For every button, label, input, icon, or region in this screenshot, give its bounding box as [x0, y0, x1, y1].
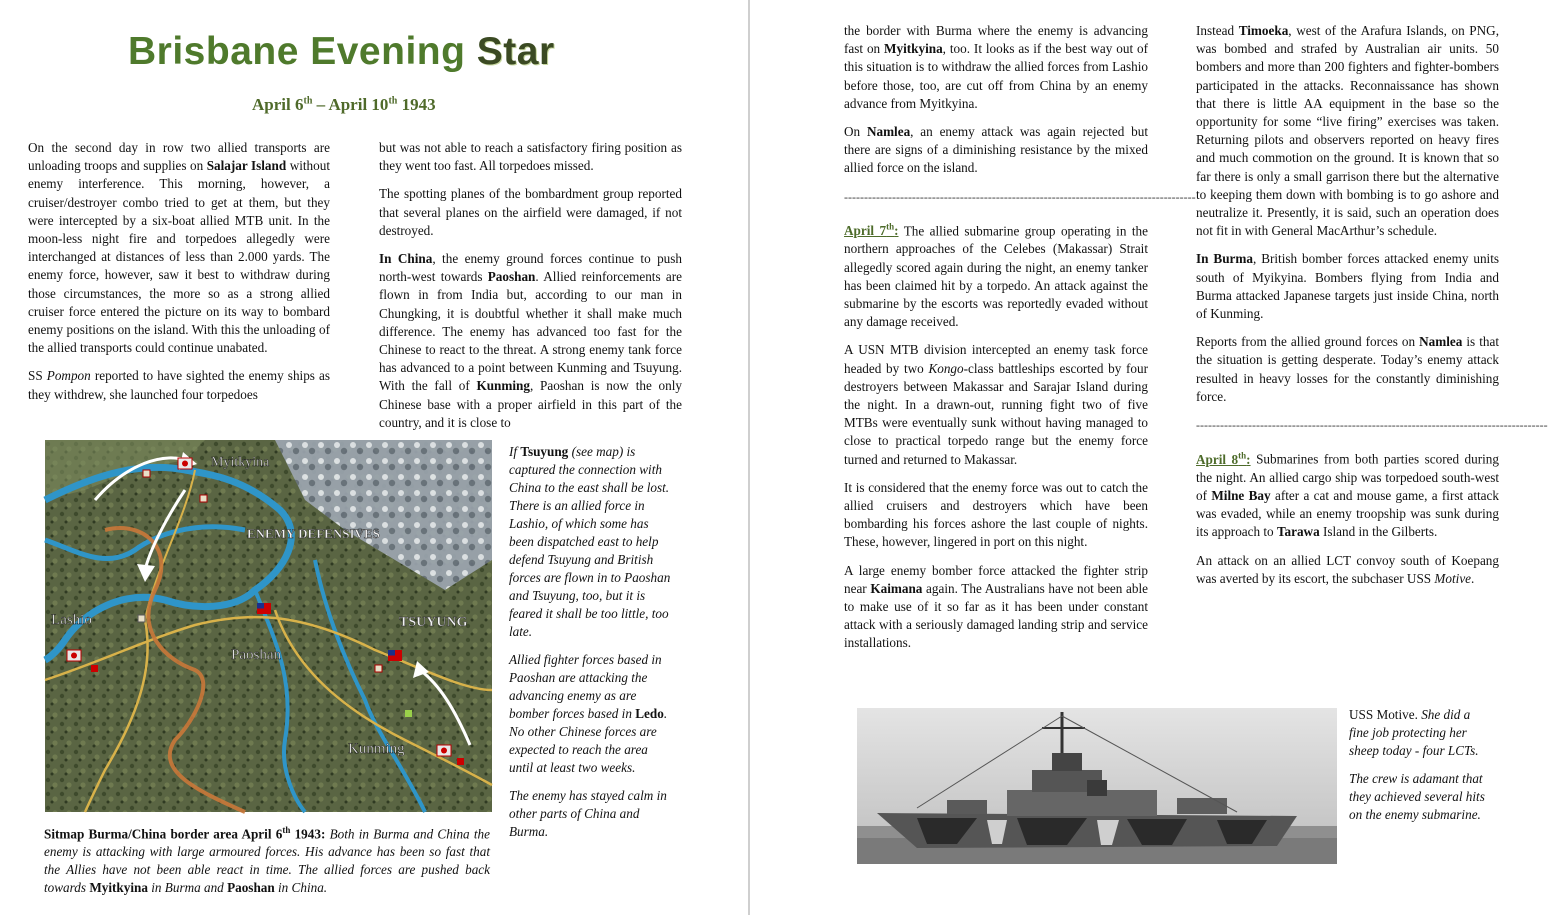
text: Submarines from both parties scored during the night. An allied cargo ship was torpedoed south-west of [1196, 451, 1499, 504]
place-paoshan: Paoshan [227, 880, 275, 896]
date-tag-colon: : [894, 223, 899, 239]
issue-dateline [252, 95, 436, 115]
dateline-year: 1943 [397, 95, 436, 114]
crew-note: The crew is adamant that they achieved several hits on the enemy submarine. [1349, 771, 1485, 822]
tsuyung-note [509, 443, 671, 641]
map-label-kunming: Kunming [348, 741, 405, 757]
dateline-start-sup: th [303, 95, 313, 107]
text: , the enemy ground forces continue to push north-west towards [379, 251, 682, 285]
text: . No other Chinese forces are expected to reach the area until at least two weeks. [509, 706, 668, 775]
article-column-4 [1196, 22, 1548, 598]
ship-name: USS Motive. [1349, 707, 1422, 722]
mtb-paragraph [844, 341, 1148, 468]
text: , an enemy attack was again rejected but there are signs of a diminishing resistance by the mixed allied force on the island. [844, 124, 1148, 176]
text: after a cat and mouse game, a first attack was evaded, while an enemy troopship was sunk during its approach to [1196, 488, 1499, 540]
text: in China. [274, 880, 328, 896]
article-column-2 [379, 139, 682, 442]
place-tarawa: Tarawa [1276, 524, 1320, 540]
text: Allied fighter forces based in Paoshan are attacking the advancing enemy as are bomber forces based in [509, 652, 662, 721]
ship-photo [857, 708, 1337, 864]
place-kaimana: Kaimana [870, 580, 923, 596]
map-label-tsuyung: TSUYUNG [399, 615, 468, 630]
caption-lead-sup: th [282, 825, 291, 835]
date-tag-april-7 [844, 223, 899, 238]
text: On the second day in row two allied transports are unloading troops and supplies on [28, 140, 330, 174]
text: The allied submarine group operating in the northern approaches of the Celebes (Makassar) Strait allegedly scored again during the night, an enemy tanker has been claimed hit by a torpedo. An attack against the submarine by the escorts was reportedly evaded without any damage received. [844, 223, 1148, 330]
date-tag-sup: th [1238, 450, 1247, 461]
date-tag-colon: : [1246, 451, 1251, 467]
text: , Paoshan is now the only Chinese base with a proper airfield in this part of the country, and it is close to [379, 378, 682, 430]
namlea-report-paragraph [1196, 333, 1499, 406]
kaimana-paragraph [844, 562, 1148, 653]
masthead-title [128, 30, 588, 74]
april-7-paragraph [844, 218, 1148, 332]
text: (see map) is captured the connection with China to the east shall be lost. There is an allied force in Lashio, of which some has been dispatched east to help defend Tsuyung and British forces are flown in to Paoshan and Tsuyung, too, but it is feared it shall be too little, too late. [509, 444, 671, 639]
date-tag-text: April 7 [844, 223, 887, 239]
ship-caption [1349, 706, 1489, 834]
torpedo-paragraph: but was not able to reach a satisfactory firing position as they went too fast. All torpedoes missed. [379, 140, 682, 174]
text: without enemy interference. This morning, however, a cruiser/destroyer combo tried to get at them, but they were intercepted by a six-boat allied MTB unit. In the moon-less night fire and torpedoes allegedly were interchanged at distances of less than 2.000 yards. The enemy force, however, saw it best to withdraw during those circumstances, the more so as a strong allied cruiser force entered the picture on its way to bombard enemy positions on the island. With this the unloading of the allied transports could continue unabated. [28, 158, 330, 356]
salajar-paragraph [28, 139, 330, 357]
date-tag-sup: th [886, 221, 895, 232]
map-label-paoshan: Paoshan [231, 647, 281, 663]
date-tag-text: April 8 [1196, 451, 1239, 467]
ship-caption-lead [1349, 706, 1489, 760]
place-milne-bay: Milne Bay [1211, 488, 1271, 504]
place-namlea: Namlea [866, 124, 911, 140]
text: is that the situation is getting desperate. Today’s enemy attack resulted in heavy losses for the constantly diminishing force. [1196, 334, 1499, 404]
place-myitkyina: Myitkyina [89, 880, 148, 896]
place-myitkyina: Myitkyina [884, 41, 943, 57]
situation-map [45, 440, 492, 812]
place-timoeka: Timoeka [1238, 23, 1289, 38]
caption-lead: Sitmap Burma/China border area April 6 [44, 826, 283, 842]
namlea-paragraph [844, 123, 1148, 178]
calm-note: The enemy has stayed calm in other parts of China and Burma. [509, 788, 667, 839]
text: reported to have sighted the enemy ships as they withdrew, she launched four torpedoes [28, 368, 331, 402]
text: Island in the Gilberts. [1319, 524, 1438, 540]
map-label-defensives: ENEMY DEFENSIVES [247, 526, 380, 541]
class-kongo: Kongo [928, 360, 964, 376]
text: Both in Burma and China the enemy is attacking with large armoured forces. His advance has been so fast that the Allies have not been able react in time. The allied forces are pushed back towards [44, 826, 490, 896]
text: . Allied reinforcements are flown in from India but, according to our man in Chungking, it is doubtful whether it shall make much difference. The enemy has advanced too fast for the Chinese to react to the threat. A strong enemy tank force has advanced to a point between Kunming and Tsuyung. With the fall of [379, 269, 682, 394]
text: . [1471, 570, 1475, 586]
fighter-note [509, 651, 671, 777]
dateline-end: April 10 [328, 95, 389, 114]
text: in Burma and [147, 880, 228, 896]
timoeka-paragraph [1196, 22, 1499, 240]
text: , west of the Arafura Islands, on PNG, was bombed and strafed by Australian air units. 50 bombers and more than 200 fighters and fighter-bombers participated in the attacks. Reconnaissance has shown that there is little AA equipment in the base so the opportunity for some “live firing” exercises was taken. Returning pilots and observers reported on heavy fires and much commotion on the ground. It is known that so far there is only a small garrison there but the alternative to keeping them down with bombing is to go ashore and neutralize it. Presently, it is said, such an operation does not fit in with General MacArthur’s schedule. [1196, 23, 1499, 239]
text: A USN MTB division intercepted an enemy task force headed by two [844, 342, 1148, 376]
dateline-end-sup: th [388, 95, 398, 107]
region-china: In China [379, 251, 433, 267]
text: Instead [1196, 23, 1239, 38]
pompon-paragraph [28, 367, 330, 403]
map-sidebar [509, 443, 671, 851]
text: , too. It looks as if the best way out of this situation is to withdraw the allied forces from Lashio before those, too, are cut off from China by an enemy advance from Myitkyina. [844, 41, 1149, 111]
china-paragraph [379, 250, 682, 432]
section-divider: ---------------------------------------------------------------------------------------- [1196, 418, 1548, 433]
dateline-start: April 6 [252, 95, 304, 114]
text: SS [28, 368, 47, 384]
ship-motive: Motive [1434, 570, 1472, 586]
text: An attack on an allied LCT convoy south of Koepang was averted by its escort, the subchaser USS [1196, 552, 1499, 586]
masthead-title-main: Brisbane Evening [128, 30, 477, 73]
spotting-paragraph: The spotting planes of the bombardment group reported that several planes on the airfield were damaged, if not destroyed. [379, 186, 682, 238]
map-label-lashio: Lashio [51, 612, 92, 628]
caption-lead-end: 1943: [290, 826, 326, 842]
burma-border-paragraph [844, 22, 1148, 113]
text: A large enemy bomber force attacked the fighter strip near [844, 562, 1148, 596]
place-ledo: Ledo [635, 706, 664, 721]
lct-paragraph [1196, 552, 1499, 588]
page-gutter [748, 0, 750, 915]
place-tsuyung: Tsuyung [520, 444, 569, 459]
map-caption [44, 821, 490, 897]
article-column-3 [844, 22, 1196, 663]
text: -class battleships escorted by four destroyers between Makassar and Sarajar Island during the night. In a drawn-out, running fight two of five MTBs were eventually sunk without having managed to close to practical torpedo range but the enemy force turned and returned to Makassar. [844, 360, 1148, 467]
april-8-paragraph [1196, 446, 1499, 541]
map-graphic [45, 440, 492, 812]
map-label-myitkyina: Myitkyina [211, 455, 270, 470]
dateline-sep: – [312, 95, 329, 114]
date-tag-april-8 [1196, 452, 1251, 467]
section-divider: ---------------------------------------------------------------------------------------- [844, 189, 1196, 204]
place-paoshan: Paoshan [487, 269, 536, 285]
enemy-force-paragraph: It is considered that the enemy force was out to catch the allied cruisers and destroyers which have been bombarding his forces ashore the last couple of nights. These, however, lingered in port on this night. [844, 479, 1148, 550]
text: , British bomber forces attacked enemy units south of Myikyina. Bombers flying from India and Burma attacked Japanese targets just inside China, north of Kunming. [1196, 251, 1499, 322]
ship-photo-graphic [857, 708, 1337, 864]
text: If [509, 444, 521, 459]
text: the border with Burma where the enemy is advancing fast on [844, 23, 1148, 57]
region-burma: In Burma [1196, 251, 1253, 267]
masthead-title-star: Star [476, 30, 555, 73]
place-salajar: Salajar Island [206, 158, 287, 174]
text: She did a fine job protecting her sheep today - four LCTs. [1349, 707, 1479, 758]
article-column-1 [28, 139, 330, 414]
text: Reports from the allied ground forces on [1196, 334, 1420, 350]
burma-bomber-paragraph [1196, 250, 1499, 323]
text: again. The Australians have not been able to make use of it so far as it has been under constant attack with a seriously damaged landing strip and service installations. [844, 580, 1148, 651]
place-namlea: Namlea [1419, 334, 1463, 350]
place-kunming: Kunming [476, 378, 530, 394]
ship-pompon: Pompon [46, 368, 91, 384]
text: On [844, 124, 867, 140]
